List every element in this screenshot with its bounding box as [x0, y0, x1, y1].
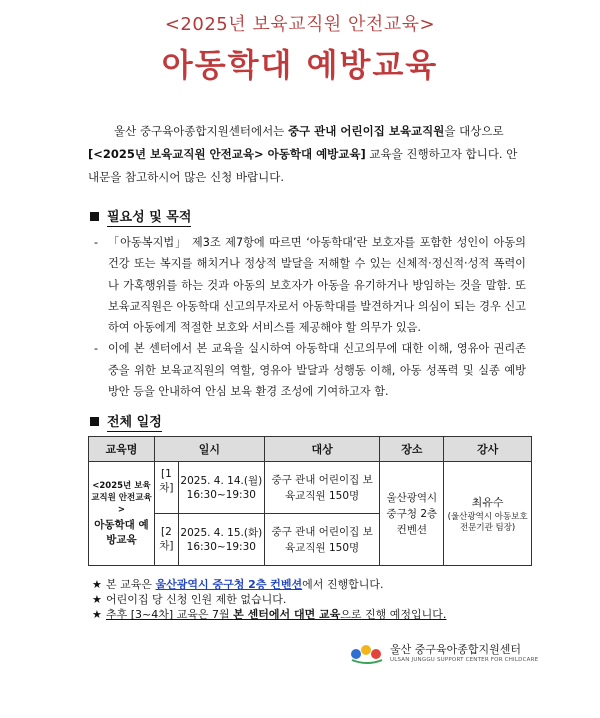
session-date: 2025. 4. 14.(월) — [180, 474, 263, 487]
place-cell: 울산광역시 중구청 2층 컨벤션 — [380, 462, 444, 566]
lecturer-name: 최유수 — [471, 495, 504, 509]
session-cell: [2차] — [154, 514, 178, 566]
purpose-item — [94, 232, 526, 338]
center-logo — [350, 640, 538, 664]
dash-icon: - — [94, 342, 99, 356]
note-1-text-c: 에서 진행합니다. — [302, 578, 384, 591]
session-time: 16:30~19:30 — [186, 540, 256, 553]
dash-icon: - — [94, 236, 99, 249]
section-purpose-heading — [90, 206, 191, 227]
intro-text-3: 교육을 진행하고자 합니다. 안내문을 참고하시어 많은 신청 바랍니다. — [88, 147, 518, 184]
star-icon: ★ — [92, 578, 102, 591]
note-1-place: 울산광역시 중구청 2층 컨벤션 — [155, 578, 303, 591]
intro-target: 중구 관내 어린이집 보육교직원 — [287, 124, 445, 138]
note-3-text-a: 추후 [3~4차] 교육은 7월 — [106, 608, 234, 621]
note-item — [92, 592, 532, 607]
course-name-big: 아동학대 예방교육 — [94, 518, 149, 546]
intro-course: [<2025년 보육교직원 안전교육> 아동학대 예방교육] — [88, 147, 366, 161]
purpose-list — [94, 232, 526, 402]
datetime-cell — [178, 462, 264, 514]
datetime-cell — [178, 514, 264, 566]
intro-paragraph — [88, 120, 528, 189]
course-name-small: <2025년 보육교직원 안전교육> — [91, 480, 152, 515]
lecturer-cell — [444, 462, 532, 566]
header-place: 장소 — [380, 437, 444, 462]
note-text — [106, 577, 384, 592]
intro-text-2: 을 대상으로 — [444, 124, 504, 138]
purpose-item-text: 이에 본 센터에서 본 교육을 실시하여 아동학대 신고의무에 대한 이해, 영유아 권리존중을 위한 보육교직원의 역할, 영유아 발달과 성행동 이해, 아동 성폭력 및 실종 예방 방안 등을 안내하여 안심 보육 환경 조성에 기여하고자 함. — [108, 342, 526, 399]
note-2-text: 어린이집 당 신청 인원 제한 없습니다. — [106, 593, 287, 606]
header-course: 교육명 — [89, 437, 155, 462]
target-cell: 중구 관내 어린이집 보육교직원 150명 — [264, 462, 380, 514]
star-icon: ★ — [92, 608, 102, 621]
header-lecturer: 강사 — [444, 437, 532, 462]
purpose-item-text: 「아동복지법」 제3조 제7항에 따르면 ‘아동학대’란 보호자를 포함한 성인이 아동의 건강 또는 복지를 해치거나 정상적 발달을 저해할 수 있는 신체적·정신적·성적 폭력이나 가혹행위를 하는 것과 아동의 보호자가 아동을 유기하거나 방임하는 것을 말함. 또 보육교직원은 아동학대 신고의무자로서 아동학대를 발견하거나 의심이 되는 경우 신고하여 아동에게 적절한 보호와 서비스를 제공해야 할 의무가 있음. — [108, 236, 526, 335]
note-1-text-a: 본 교육은 — [106, 578, 156, 591]
logo-name: 울산 중구육아종합지원센터 — [390, 643, 522, 656]
star-icon: ★ — [92, 593, 102, 606]
page-title: 아동학대 예방교육 — [161, 46, 439, 84]
header-datetime: 일시 — [154, 437, 264, 462]
schedule-table — [88, 436, 532, 566]
square-bullet-icon — [90, 212, 99, 221]
session-cell: [1차] — [154, 462, 178, 514]
lecturer-org: (울산광역시 아동보호전문기관 팀장) — [447, 511, 528, 533]
purpose-item — [94, 338, 526, 402]
table-row — [89, 462, 532, 514]
logo-text — [390, 641, 538, 663]
table-header-row — [89, 437, 532, 462]
section-schedule-heading — [90, 411, 162, 432]
logo-english: ULSAN JUNGGU SUPPORT CENTER FOR CHILDCARE — [390, 657, 539, 663]
note-item — [92, 577, 532, 592]
course-name-cell — [89, 462, 155, 566]
header-target: 대상 — [264, 437, 380, 462]
intro-text-1: 울산 중구육아종합지원센터에서는 — [114, 124, 288, 138]
note-item — [92, 607, 532, 622]
header-subtitle: <2025년 보육교직원 안전교육> — [164, 14, 436, 35]
section-schedule-label: 전체 일정 — [107, 411, 162, 432]
session-time: 16:30~19:30 — [186, 488, 256, 501]
session-date: 2025. 4. 15.(화) — [180, 526, 263, 539]
square-bullet-icon — [90, 417, 99, 426]
note-3-text-c: 으로 진행 예정입니다. — [340, 608, 447, 621]
section-purpose-label: 필요성 및 목적 — [107, 206, 191, 227]
note-text — [106, 607, 446, 622]
target-cell: 중구 관내 어린이집 보육교직원 150명 — [264, 514, 380, 566]
center-logo-icon — [350, 640, 384, 664]
note-3-emphasis: 본 센터에서 대면 교육 — [233, 608, 341, 621]
notes-list — [92, 577, 532, 622]
